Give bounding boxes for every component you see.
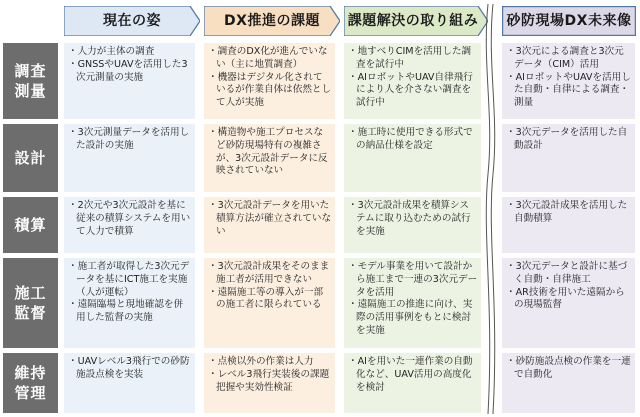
cell-design-issues <box>204 124 335 192</box>
cell-construction-future <box>502 258 635 348</box>
row-label-survey <box>3 43 58 119</box>
list-item: ・GNSSやUAVを活用した3次元測量の実施 <box>68 58 188 83</box>
cell-construction-current <box>64 258 195 348</box>
row-label-design <box>3 124 58 192</box>
list-item: ・施工時に使用できる形式での納品仕様を設定 <box>348 127 473 151</box>
list-item: ・UAVレベル3飛行での砂防施設点検を実装 <box>68 356 190 380</box>
list-item: ・モデル事業を用いて設計から施工まで一連の3次元データを活用 <box>348 261 478 298</box>
list-item: ・機器はデジタル化されているが作業自体は依然として人が実施 <box>208 71 332 109</box>
list-item: ・3次元設計成果を活用した自動積算 <box>506 200 628 224</box>
cell-design-solutions <box>344 124 481 192</box>
list-item: ・3次元による調査と3次元データ（CIM）活用 <box>506 46 624 70</box>
cell-construction-issues <box>204 258 335 348</box>
list-item: ・3次元設計成果をそのまま施工者が活用できない <box>208 261 330 285</box>
row-label-construction <box>3 258 58 348</box>
column-header-label: 現在の姿 <box>103 13 161 29</box>
list-item: ・AR技術を用いた遠隔からの現場監督 <box>506 286 625 311</box>
cell-survey-future <box>502 43 635 119</box>
row-label-maintenance <box>3 353 58 413</box>
list-item: ・地すべりCIMを活用した調査を試行中 <box>348 46 472 70</box>
cell-survey-issues <box>204 43 335 119</box>
list-item: ・砂防施設点検の作業を一連で自動化 <box>506 356 631 380</box>
list-item: ・AIを用いた一連作業の自動化など、UAV活用の高度化を検討 <box>348 356 473 393</box>
list-item: ・遠隔施工の推進に向け、実際の活用事例をもとに検討を実施 <box>348 299 473 336</box>
column-header-label: DX推進の課題 <box>224 13 320 29</box>
list-item: ・調査のDX化が進んでいない（主に地質調査） <box>208 46 328 70</box>
list-item: ・構造物や施工プロセスなど砂防現場特有の複雑さが、3次元設計データに反映されていない <box>208 127 328 177</box>
row-label-text: 積算 <box>14 216 47 234</box>
column-header-label: 砂防現場DX未来像 <box>506 13 632 29</box>
row-label-estimation <box>3 197 58 253</box>
cell-maintenance-issues <box>204 353 335 413</box>
cell-maintenance-current <box>64 353 195 413</box>
cell-construction-solutions <box>344 258 481 348</box>
cell-estimation-solutions <box>344 197 481 253</box>
list-item: ・3次元データと設計に基づく自動・自律施工 <box>506 261 628 285</box>
row-label-text: 維持 管理 <box>14 364 47 402</box>
column-header-future-vision <box>502 6 636 36</box>
list-item: ・レベル3飛行実装後の課題把握や実効性検証 <box>208 368 330 393</box>
cell-estimation-current <box>64 197 195 253</box>
cell-maintenance-solutions <box>344 353 481 413</box>
list-item: ・AIロボットやUAVを活用した自動・自律による調査・測量 <box>506 71 631 109</box>
cell-survey-solutions <box>344 43 481 119</box>
wavy-separator <box>482 4 500 414</box>
column-header-solutions <box>344 6 488 36</box>
column-header-current <box>64 6 200 36</box>
list-item: ・AIロボットやUAV自律飛行により人を介さない調査を試行中 <box>348 71 473 109</box>
cell-survey-current <box>64 43 195 119</box>
list-item: ・遠隔施工等の導入が一部の施工者に限られている <box>208 286 324 311</box>
row-label-text: 設計 <box>14 149 47 167</box>
list-item: ・3次元設計成果を積算システムに取り込むための試行を実施 <box>348 200 471 237</box>
list-item: ・施工者が取得した3次元データを基にICT施工を実施（人が運転） <box>68 261 190 298</box>
list-item: ・3次元設計データを用いた積算方法が確立されていない <box>208 200 332 237</box>
cell-estimation-issues <box>204 197 335 253</box>
cell-design-current <box>64 124 195 192</box>
cell-estimation-future <box>502 197 635 253</box>
row-label-text: 施工 監督 <box>14 284 47 322</box>
list-item: ・2次元や3次元設計を基に従来の積算システムを用いて人力で積算 <box>68 200 191 237</box>
list-item: ・3次元データを活用した自動設計 <box>506 127 628 151</box>
cell-design-future <box>502 124 635 192</box>
column-header-dx-issues <box>204 6 340 36</box>
row-label-text: 調査 測量 <box>14 62 47 100</box>
list-item: ・点検以外の作業は人力 <box>208 356 314 367</box>
list-item: ・人力が主体の調査 <box>68 46 155 57</box>
cell-maintenance-future <box>502 353 635 413</box>
list-item: ・3次元測量データを活用した設計の実施 <box>68 127 190 151</box>
column-header-label: 課題解決の取り組み <box>347 13 479 29</box>
list-item: ・遠隔臨場と現地確認を併用した監督の実施 <box>68 299 184 324</box>
